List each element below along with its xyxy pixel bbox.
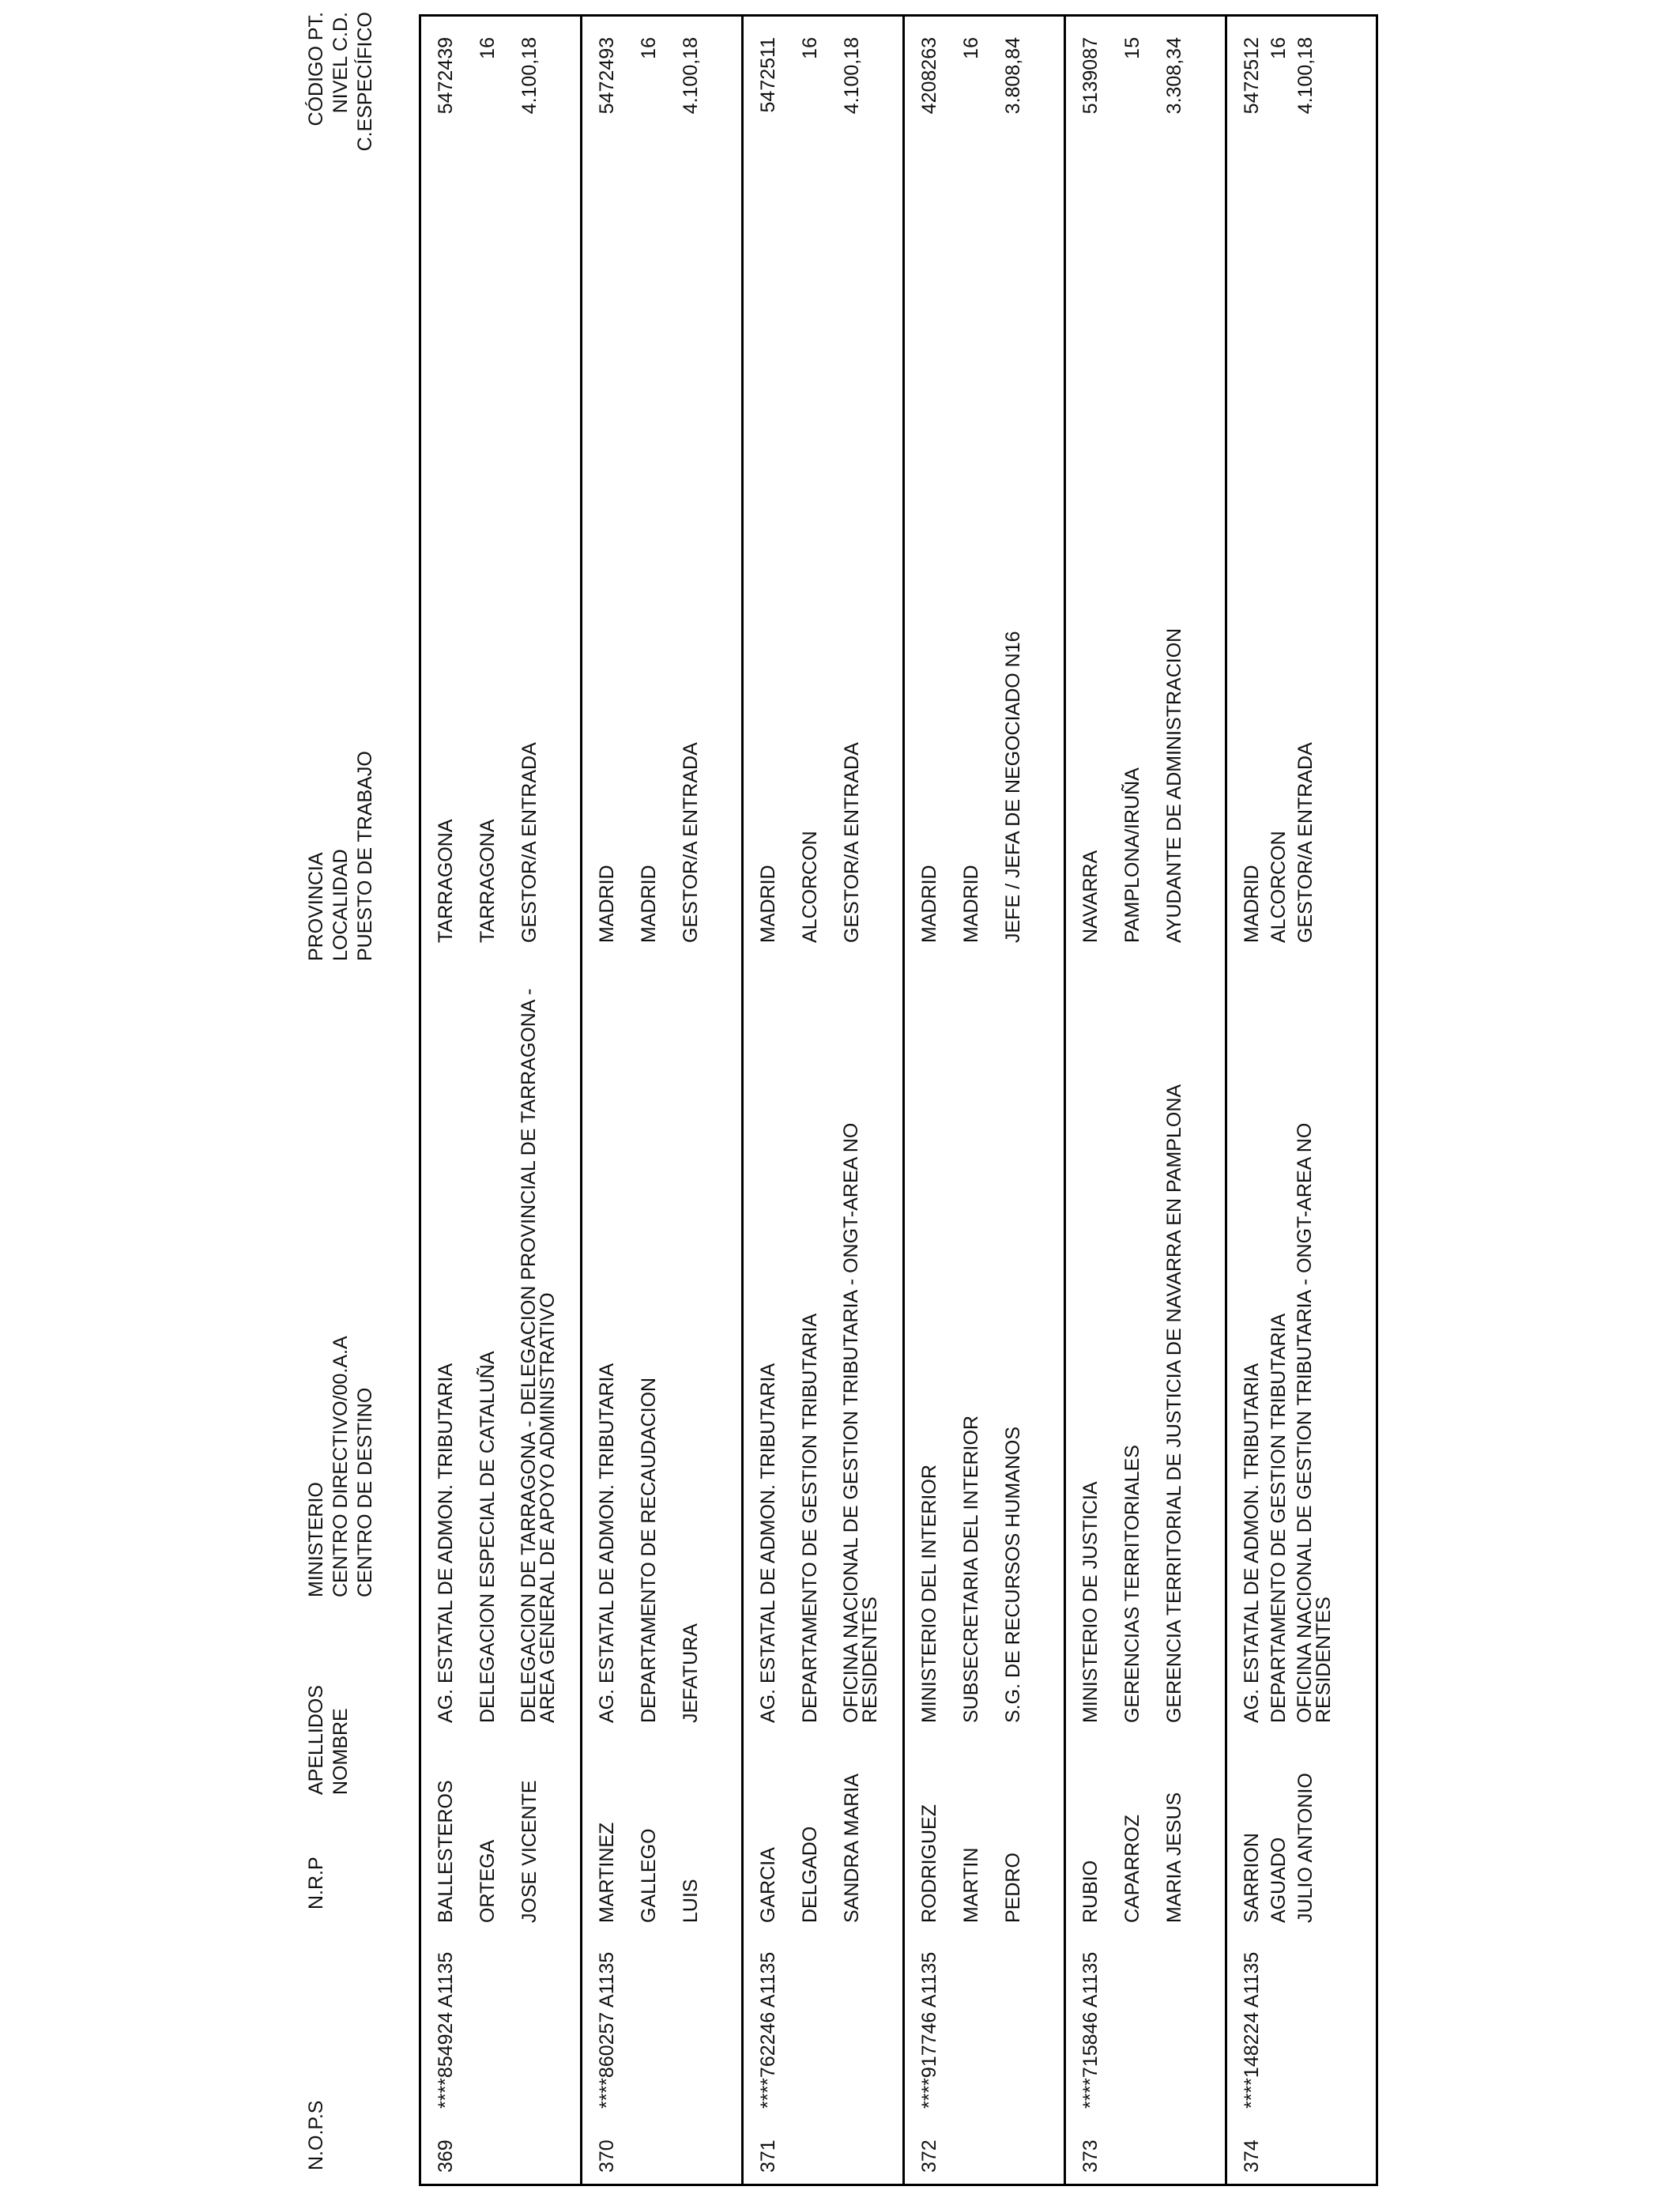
record-especifico: 4.100,18 xyxy=(1294,37,1317,115)
table-row xyxy=(741,17,896,2184)
record-localidad: PAMPLONA/IRUÑA xyxy=(1121,767,1143,943)
record-nombre: JULIO ANTONIO xyxy=(1294,1773,1317,1923)
record-provincia: MADRID xyxy=(596,865,618,943)
record-nombre: MARIA JESUS xyxy=(1163,1792,1185,1923)
table-row xyxy=(580,17,735,2184)
record-apellido2: DELGADO xyxy=(799,1826,821,1923)
record-nops: 373 xyxy=(1079,2139,1102,2173)
table-row xyxy=(1064,17,1219,2184)
record-centro-destino: OFICINA NACIONAL DE GESTION TRIBUTARIA - ONGT-AREA NO RESIDENTES xyxy=(840,1122,881,1723)
record-localidad: MADRID xyxy=(638,865,660,943)
header-nrp: N.R.P xyxy=(305,1857,327,1909)
record-apellido2: CAPARROZ xyxy=(1121,1814,1143,1923)
header-nops: N.O.P.S xyxy=(305,2100,327,2170)
record-centro-directivo: GERENCIAS TERRITORIALES xyxy=(1121,1445,1143,1723)
record-nrp: ****917746 A1135 xyxy=(918,1951,940,2109)
record-codigo: 5472512 xyxy=(1241,37,1263,115)
record-centro-destino: JEFATURA xyxy=(680,1623,702,1723)
record-nrp: ****148224 A1135 xyxy=(1241,1951,1263,2109)
record-apellido2: GALLEGO xyxy=(638,1828,660,1923)
header-codigo-nivel-especifico: CÓDIGO PT. NIVEL C.D. C.ESPECÍFICO xyxy=(305,12,376,152)
record-codigo: 5139087 xyxy=(1079,37,1102,115)
record-codigo: 4208263 xyxy=(918,37,940,115)
record-ministerio: AG. ESTATAL DE ADMON. TRIBUTARIA xyxy=(596,1363,618,1723)
record-centro-destino: OFICINA NACIONAL DE GESTION TRIBUTARIA - ONGT-AREA NO RESIDENTES xyxy=(1294,1122,1335,1723)
record-puesto: GESTOR/A ENTRADA xyxy=(1294,742,1317,943)
record-centro-directivo: DEPARTAMENTO DE GESTION TRIBUTARIA xyxy=(799,1313,821,1723)
record-especifico: 4.100,18 xyxy=(841,37,863,115)
record-apellido1: RUBIO xyxy=(1079,1860,1102,1923)
record-apellido1: RODRIGUEZ xyxy=(918,1804,940,1923)
record-nops: 372 xyxy=(918,2139,940,2173)
record-ministerio: AG. ESTATAL DE ADMON. TRIBUTARIA xyxy=(1241,1363,1263,1723)
table-row xyxy=(419,17,574,2184)
record-nivel: 16 xyxy=(638,37,660,59)
record-nops: 369 xyxy=(435,2139,457,2173)
record-provincia: MADRID xyxy=(918,865,940,943)
record-codigo: 5472439 xyxy=(435,37,457,115)
record-nombre: SANDRA MARIA xyxy=(841,1774,863,1923)
record-provincia: TARRAGONA xyxy=(435,819,457,943)
record-nrp: ****715846 A1135 xyxy=(1079,1951,1102,2109)
record-nivel: 16 xyxy=(1268,37,1290,59)
record-puesto: AYUDANTE DE ADMINISTRACION xyxy=(1163,628,1185,943)
record-centro-destino: DELEGACION DE TARRAGONA - DELEGACION PROVINCIAL DE TARRAGONA - AREA GENERAL DE APOYO ADMINISTRATIVO xyxy=(518,988,559,1723)
record-localidad: ALCORCON xyxy=(1268,831,1290,943)
record-nops: 371 xyxy=(757,2139,779,2173)
header-ministerio-centro: MINISTERIO CENTRO DIRECTIVO/00.A.A CENTRO DE DESTINO xyxy=(305,1336,376,1597)
record-apellido1: BALLESTEROS xyxy=(435,1780,457,1923)
record-apellido2: ORTEGA xyxy=(477,1839,499,1923)
record-localidad: MADRID xyxy=(960,865,982,943)
record-ministerio: MINISTERIO DE JUSTICIA xyxy=(1079,1481,1102,1723)
record-localidad: ALCORCON xyxy=(799,831,821,943)
record-apellido1: GARCIA xyxy=(757,1847,779,1923)
record-apellido1: SARRION xyxy=(1241,1833,1263,1923)
record-puesto: JEFE / JEFA DE NEGOCIADO N16 xyxy=(1002,631,1024,943)
record-ministerio: MINISTERIO DEL INTERIOR xyxy=(918,1465,940,1723)
record-nivel: 15 xyxy=(1121,37,1143,59)
record-nops: 374 xyxy=(1241,2139,1263,2173)
record-nrp: ****854924 A1135 xyxy=(435,1951,457,2109)
record-nombre: JOSE VICENTE xyxy=(518,1780,541,1923)
record-nivel: 16 xyxy=(799,37,821,59)
record-provincia: NAVARRA xyxy=(1079,850,1102,943)
record-provincia: MADRID xyxy=(757,865,779,943)
record-centro-destino: GERENCIA TERRITORIAL DE JUSTICIA DE NAVARRA EN PAMPLONA xyxy=(1163,1084,1185,1723)
record-puesto: GESTOR/A ENTRADA xyxy=(680,742,702,943)
table-row xyxy=(902,17,1057,2184)
record-apellido2: MARTIN xyxy=(960,1847,982,1923)
record-codigo: 5472511 xyxy=(757,37,779,113)
record-nops: 370 xyxy=(596,2139,618,2173)
record-especifico: 4.100,18 xyxy=(680,37,702,115)
record-centro-directivo: DEPARTAMENTO DE GESTION TRIBUTARIA xyxy=(1268,1313,1290,1723)
record-codigo: 5472493 xyxy=(596,37,618,115)
record-ministerio: AG. ESTATAL DE ADMON. TRIBUTARIA xyxy=(435,1363,457,1723)
record-puesto: GESTOR/A ENTRADA xyxy=(518,742,541,943)
record-centro-directivo: SUBSECRETARIA DEL INTERIOR xyxy=(960,1416,982,1723)
record-nrp: ****762246 A1135 xyxy=(757,1951,779,2109)
record-provincia: MADRID xyxy=(1241,865,1263,943)
record-nrp: ****860257 A1135 xyxy=(596,1951,618,2109)
record-localidad: TARRAGONA xyxy=(477,819,499,943)
record-centro-destino: S.G. DE RECURSOS HUMANOS xyxy=(1002,1426,1024,1723)
record-centro-directivo: DELEGACION ESPECIAL DE CATALUÑA xyxy=(477,1351,499,1723)
record-puesto: GESTOR/A ENTRADA xyxy=(841,742,863,943)
record-nivel: 16 xyxy=(477,37,499,59)
record-apellido1: MARTINEZ xyxy=(596,1822,618,1923)
record-apellido2: AGUADO xyxy=(1268,1837,1290,1923)
header-provincia-localidad-puesto: PROVINCIA LOCALIDAD PUESTO DE TRABAJO xyxy=(305,751,376,961)
record-nombre: LUIS xyxy=(680,1879,702,1923)
record-centro-directivo: DEPARTAMENTO DE RECAUDACION xyxy=(638,1377,660,1723)
table-row xyxy=(1225,17,1378,2184)
record-nivel: 16 xyxy=(960,37,982,59)
record-especifico: 3.308,34 xyxy=(1163,37,1185,115)
record-especifico: 3.808,84 xyxy=(1002,37,1024,115)
record-especifico: 4.100,18 xyxy=(518,37,541,115)
header-apellidos-nombre: APELLIDOS NOMBRE xyxy=(305,1685,352,1795)
record-ministerio: AG. ESTATAL DE ADMON. TRIBUTARIA xyxy=(757,1363,779,1723)
records-table xyxy=(419,14,1378,2186)
record-nombre: PEDRO xyxy=(1002,1853,1024,1923)
